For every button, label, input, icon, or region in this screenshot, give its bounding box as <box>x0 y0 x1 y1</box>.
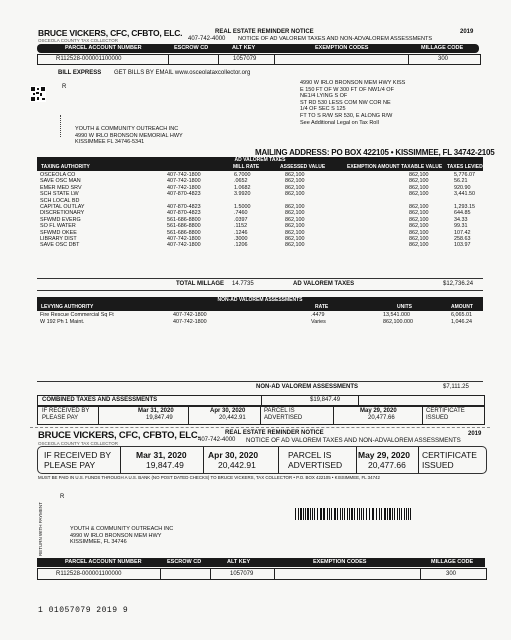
barcode-bar <box>359 508 360 520</box>
scanline: 1 01057079 2019 9 <box>38 606 129 615</box>
stub-collector-name: BRUCE VICKERS, CFC, CFBTO, ELC. <box>38 430 200 441</box>
ad-valorem-cell: 1,293.15 <box>454 204 475 210</box>
ad-valorem-cell: 862,100 <box>409 216 429 223</box>
non-ad-valorem-total: $7,111.25 <box>443 384 469 390</box>
amount-2: 20,442.91 <box>219 415 246 421</box>
must-pay-text: MUST BE PAID IN U.S. FUNDS THROUGH A U.S. BANK (NO POST DATED CHECKS) TO BRUCE VICKERS, TAX COLLECTOR • P.O. BOX 422105 • KISSIMMEE, FL 34742 <box>38 475 380 480</box>
legal-line: FT TO S R/W SR 530, E ALONG R/W <box>300 112 393 119</box>
ad-valorem-cell: 862,100 <box>285 216 305 223</box>
stub-notice-title: REAL ESTATE REMINDER NOTICE <box>225 430 324 436</box>
stub-collector-subtitle: OSCEOLA COUNTY TAX COLLECTOR <box>38 441 118 446</box>
non-ad-valorem-cell: 407-742-1800 <box>173 312 207 318</box>
ad-valorem-cell: SFWMD OKEE <box>40 229 77 236</box>
barcode-bar <box>310 508 311 520</box>
ad-valorem-cell: 862,100 <box>409 184 429 191</box>
barcode-bar <box>366 508 367 520</box>
stub-issued-label: ISSUED <box>422 460 454 470</box>
non-ad-valorem-cell: Fire Rescue Commercial Sq Ft <box>40 312 114 318</box>
legal-line: 4990 W IRLO BRONSON MEM HWY KISS <box>300 80 406 86</box>
stub-due-date-3: May 29, 2020 <box>358 450 410 460</box>
ad-valorem-cell: SCH STATE LW <box>40 191 79 198</box>
ad-valorem-total: $12,736.24 <box>443 281 474 287</box>
barcode-bar <box>327 508 328 520</box>
ad-valorem-cell: 862,100 <box>285 191 305 198</box>
ad-valorem-cell: 407-870-4823 <box>167 204 201 210</box>
col-exemption-amount: EXEMPTION AMOUNT <box>347 164 400 170</box>
ad-valorem-cell: 862,100 <box>285 184 305 191</box>
stub-alt-key-header: ALT KEY <box>227 559 251 565</box>
non-ad-valorem-title: NON-AD VALOREM ASSESSMENTS <box>37 297 483 304</box>
ad-valorem-cell: 862,100 <box>409 236 429 242</box>
due-date-2: Apr 30, 2020 <box>210 408 246 414</box>
mailing-address: MAILING ADDRESS: PO BOX 422105 • KISSIMMEE, FL 34742-2105 <box>255 148 495 157</box>
non-ad-valorem-cell: .4479 <box>311 312 325 318</box>
col-mill-rate: MILL RATE <box>233 164 260 170</box>
owner-name: YOUTH & COMMUNITY OUTREACH INC <box>75 126 179 132</box>
stub-certificate-label: CERTIFICATE <box>422 450 477 460</box>
ad-valorem-cell: .0397 <box>234 216 248 223</box>
barcode-bar <box>298 508 299 520</box>
barcode-bar <box>303 508 304 520</box>
ad-valorem-cell: SCH LOCAL BD <box>40 197 80 204</box>
non-ad-valorem-rows <box>37 312 483 328</box>
barcode-bar <box>305 508 306 520</box>
barcode-bar <box>372 508 374 520</box>
stub-account-header-bar <box>37 558 485 567</box>
barcode-bar <box>317 508 318 520</box>
barcode-bar <box>340 508 341 520</box>
alt-key-value: 1057079 <box>233 56 257 62</box>
barcode-bar <box>394 508 395 520</box>
parcel-is-label: PARCEL IS <box>264 408 295 414</box>
col-rate: RATE <box>315 304 329 310</box>
barcode-bar <box>384 508 386 520</box>
bill-email-text[interactable]: GET BILLS BY EMAIL www.osceolataxcollector.org <box>114 70 251 76</box>
combined-value: $19,847.49 <box>310 397 341 403</box>
barcode-bar <box>401 508 402 520</box>
ad-valorem-cell: 862,100 <box>285 242 305 249</box>
stub-due-date-1: Mar 31, 2020 <box>136 450 187 460</box>
barcode-bar <box>397 508 398 520</box>
stub-if-received-label: IF RECEIVED BY <box>44 450 112 460</box>
ad-valorem-cell: 6.7000 <box>234 172 251 178</box>
barcode-bar <box>323 508 325 520</box>
legal-line: 1/4 OF SEC S 125 <box>300 106 346 113</box>
stub-owner-city: KISSIMMEE, FL 34746 <box>70 539 127 546</box>
barcode-bar <box>314 508 315 520</box>
ad-valorem-cell: 862,100 <box>409 223 429 230</box>
col-taxable-value: TAXABLE VALUE <box>401 164 443 170</box>
stub-alt-key-value: 1057079 <box>230 571 254 577</box>
non-ad-valorem-cell: 407-742-1800 <box>173 318 207 325</box>
ad-valorem-cell: 561-686-8800 <box>167 216 201 223</box>
amount-3: 20,477.66 <box>368 415 395 421</box>
barcode-bar <box>399 508 400 520</box>
notice-title: REAL ESTATE REMINDER NOTICE <box>215 29 314 35</box>
ad-valorem-columns <box>37 164 483 171</box>
ad-valorem-cell: 862,100 <box>285 236 305 242</box>
ad-valorem-cell: .1152 <box>234 223 248 230</box>
non-ad-valorem-cell: 6,065.01 <box>451 312 472 318</box>
certificate-label: CERTIFICATE <box>426 408 465 414</box>
exemption-codes-header: EXEMPTION CODES <box>315 45 369 51</box>
ad-valorem-cell: 107.42 <box>454 229 471 236</box>
ad-valorem-cell: 920.90 <box>454 184 471 191</box>
amount-1: 19,847.49 <box>146 415 173 421</box>
total-millage-value: 14.7735 <box>232 281 254 287</box>
owner-block <box>75 126 183 146</box>
total-millage-label: TOTAL MILLAGE <box>176 281 224 287</box>
col-levying-authority: LEVYING AUTHORITY <box>41 304 94 310</box>
stub-parcel-account-header: PARCEL ACCOUNT NUMBER <box>65 559 142 565</box>
account-values-row <box>37 54 481 65</box>
legal-line: See Additional Legal on Tax Roll <box>300 119 379 126</box>
issued-label: ISSUED <box>426 415 449 421</box>
non-ad-valorem-row <box>37 312 483 319</box>
parcel-account-number: R112528-000001100000 <box>56 56 122 62</box>
ad-valorem-cell: 3,441.50 <box>454 191 475 198</box>
bill-express-label: BILL EXPRESS <box>58 70 102 76</box>
ad-valorem-cell: 407-742-1800 <box>167 242 201 249</box>
millage-code-header: MILLAGE CODE <box>421 45 464 51</box>
ad-valorem-cell: 258.63 <box>454 236 471 242</box>
barcode-bar <box>342 508 343 520</box>
ad-valorem-cell: .1246 <box>234 229 248 236</box>
ad-valorem-title: AD VALOREM TAXES <box>37 157 483 164</box>
col-taxing-authority: TAXING AUTHORITY <box>41 164 90 170</box>
ad-valorem-cell: 862,100 <box>409 229 429 236</box>
non-ad-valorem-cell: 862,100.000 <box>383 318 413 325</box>
legal-line: ST RD 530 LESS COM NW COR NE <box>300 99 391 106</box>
account-header-bar <box>37 44 479 53</box>
please-pay-label: PLEASE PAY <box>42 415 79 421</box>
barcode-bar <box>329 508 330 520</box>
barcode-bar <box>357 508 358 520</box>
advertised-label: ADVERTISED <box>264 415 303 421</box>
ad-valorem-cell: SFWMD EVERG <box>40 216 81 223</box>
barcode-bar <box>334 508 336 520</box>
ad-valorem-cell: 862,100 <box>285 172 305 178</box>
parcel-account-header: PARCEL ACCOUNT NUMBER <box>65 45 142 51</box>
ad-valorem-cell: SAVE OSC MAN <box>40 178 81 185</box>
ad-valorem-cell: 5,776.07 <box>454 172 475 178</box>
ad-valorem-cell: 561-686-8800 <box>167 229 201 236</box>
ad-valorem-cell: 407-870-4823 <box>167 210 201 217</box>
barcode-bar <box>369 508 370 520</box>
edge-marks <box>60 115 63 137</box>
ad-valorem-cell: 644.85 <box>454 210 471 217</box>
ad-valorem-cell: 862,100 <box>285 204 305 210</box>
barcode-bar <box>307 508 309 520</box>
payment-schedule-top <box>37 406 485 425</box>
col-units: UNITS <box>397 304 412 310</box>
ad-valorem-cell: 407-742-1800 <box>167 184 201 191</box>
ad-valorem-row <box>37 242 483 248</box>
barcode-bar <box>344 508 345 520</box>
ad-valorem-cell: OSCEOLA CO <box>40 172 76 178</box>
barcode-bar <box>389 508 391 520</box>
ad-valorem-cell: 1.5000 <box>234 204 251 210</box>
ad-valorem-cell: LIBRARY DIST <box>40 236 77 242</box>
stub-parcel-is-label: PARCEL IS <box>288 450 332 460</box>
stub-account-values-row <box>37 568 487 580</box>
barcode-bar <box>387 508 388 520</box>
ad-valorem-cell: 407-742-1800 <box>167 178 201 185</box>
alt-key-header: ALT KEY <box>232 45 256 51</box>
col-assessed-value: ASSESSED VALUE <box>280 164 326 170</box>
ad-valorem-cell: 862,100 <box>285 229 305 236</box>
ad-valorem-cell: DISCRETIONARY <box>40 210 85 217</box>
stub-subtitle: NOTICE OF AD VALOREM TAXES AND NON-ADVALOREM ASSESSMENTS <box>246 437 461 444</box>
stub-owner-address: 4990 W IRLO BRONSON MEM HWY <box>70 532 162 539</box>
barcode-bar <box>349 508 350 520</box>
ad-valorem-cell: 56.21 <box>454 178 468 185</box>
tear-line <box>30 427 490 428</box>
non-ad-valorem-cell: 1,046.24 <box>451 318 472 325</box>
non-ad-valorem-cell: Varies <box>311 318 326 325</box>
barcode-bar <box>312 508 313 520</box>
ad-valorem-cell: .3000 <box>234 236 248 242</box>
col-taxes-levied: TAXES LEVIED <box>447 164 483 170</box>
return-with-payment-text: RETURN WITH PAYMENT <box>38 502 43 556</box>
ad-valorem-cell: SAVE OSC DBT <box>40 242 80 249</box>
barcode-bar <box>410 508 411 520</box>
ad-valorem-cell: 561-686-8800 <box>167 223 201 230</box>
millage-code-value: 300 <box>438 56 449 62</box>
owner-city: KISSIMMEE FL 34746-5341 <box>75 139 145 146</box>
barcode-bar <box>337 508 338 520</box>
barcode-bar <box>347 508 348 520</box>
ad-valorem-cell: .1206 <box>234 242 248 249</box>
qr-code-icon <box>30 86 46 102</box>
col-amount: AMOUNT <box>451 304 473 310</box>
ad-valorem-cell: .7460 <box>234 210 248 217</box>
barcode-bar <box>379 508 380 520</box>
barcode-bar <box>361 508 362 520</box>
combined-label: COMBINED TAXES AND ASSESSMENTS <box>42 397 158 403</box>
stub-due-date-2: Apr 30, 2020 <box>208 450 259 460</box>
collector-subtitle: OSCEOLA COUNTY TAX COLLECTOR <box>38 38 118 43</box>
barcode-bar <box>331 508 332 520</box>
ad-valorem-cell: 1.0682 <box>234 184 251 191</box>
due-date-3: May 29, 2020 <box>360 408 397 414</box>
barcode-bar <box>300 508 302 520</box>
ad-valorem-cell: 862,100 <box>409 242 429 249</box>
ad-valorem-cell: CAPITAL OUTLAY <box>40 204 85 210</box>
stub-owner-name: YOUTH & COMMUNITY OUTREACH INC <box>70 526 174 532</box>
stub-amount-1: 19,847.49 <box>146 460 184 470</box>
stub-amount-3: 20,477.66 <box>368 460 406 470</box>
stub-exemption-codes-header: EXEMPTION CODES <box>313 559 367 565</box>
ad-valorem-cell: 862,100 <box>285 223 305 230</box>
ad-valorem-cell: 862,100 <box>409 204 429 210</box>
non-ad-valorem-columns <box>37 304 483 311</box>
ad-valorem-cell: SO FL WATER <box>40 223 76 230</box>
ad-valorem-cell: .0652 <box>234 178 248 185</box>
barcode-bar <box>376 508 377 520</box>
barcode-bar <box>354 508 355 520</box>
stub-advertised-label: ADVERTISED <box>288 460 343 470</box>
stub-millage-code-value: 300 <box>446 571 457 577</box>
ad-valorem-cell: 862,100 <box>409 191 429 198</box>
non-ad-valorem-total-label: NON-AD VALOREM ASSESSMENTS <box>256 384 359 390</box>
legal-description <box>300 80 405 126</box>
ad-valorem-cell: 862,100 <box>409 172 429 178</box>
barcode <box>295 508 413 520</box>
stub-please-pay-label: PLEASE PAY <box>44 460 96 470</box>
stub-escrow-header: ESCROW CD <box>167 559 202 565</box>
ad-valorem-cell: EMER MED SRV <box>40 184 82 191</box>
stub-parcel-account-number: R112528-000001100000 <box>56 571 122 577</box>
non-ad-valorem-cell: W 192 Ph 1 Maint. <box>40 318 85 325</box>
collector-name: BRUCE VICKERS, CFC, CFBTO, ELC. <box>38 28 183 38</box>
ad-valorem-cell: 407-742-1800 <box>167 172 201 178</box>
barcode-bar <box>408 508 409 520</box>
ad-valorem-cell: 862,100 <box>285 178 305 185</box>
stub-year: 2019 <box>468 431 482 437</box>
ad-valorem-cell: 407-870-4823 <box>167 191 201 198</box>
ad-valorem-cell: 99.31 <box>454 223 468 230</box>
notice-subtitle: NOTICE OF AD VALOREM TAXES AND NON-ADVALOREM ASSESSMENTS <box>238 36 433 42</box>
stub-r-label: R <box>60 494 65 500</box>
if-received-label: IF RECEIVED BY <box>42 408 90 414</box>
ad-valorem-total-label: AD VALOREM TAXES <box>293 281 355 287</box>
barcode-bar <box>392 508 393 520</box>
barcode-bar <box>351 508 353 520</box>
ad-valorem-cell: 862,100 <box>409 178 429 185</box>
ad-valorem-cell: 3.9920 <box>234 191 251 198</box>
legal-line: E 150 FT OF W 300 FT OF NW1/4 OF <box>300 86 394 93</box>
stub-owner-block <box>70 526 173 546</box>
ad-valorem-cell: 862,100 <box>285 210 305 217</box>
return-with-payment <box>38 500 46 560</box>
stub-millage-code-header: MILLAGE CODE <box>431 559 474 565</box>
escrow-header: ESCROW CD <box>174 45 209 51</box>
ad-valorem-rows <box>37 172 483 252</box>
barcode-bar <box>363 508 364 520</box>
non-ad-valorem-cell: 13,541.000 <box>383 312 410 318</box>
legal-line: NE1/4 LYING S OF <box>300 93 348 100</box>
ad-valorem-cell: 407-742-1800 <box>167 236 201 242</box>
collector-phone: 407-742-4000 <box>188 36 226 42</box>
r-label: R <box>62 84 67 90</box>
barcode-bar <box>404 508 405 520</box>
due-date-1: Mar 31, 2020 <box>138 408 174 414</box>
barcode-bar <box>381 508 382 520</box>
stub-amount-2: 20,442.91 <box>218 460 256 470</box>
stub-phone: 407-742-4000 <box>198 437 236 443</box>
barcode-bar <box>320 508 322 520</box>
ad-valorem-cell: 34.33 <box>454 216 468 223</box>
stub-payment-schedule <box>37 446 487 474</box>
owner-address: 4990 W IRLO BRONSON MEMORIAL HWY <box>75 132 183 139</box>
barcode-bar <box>295 508 296 520</box>
ad-valorem-cell: 103.97 <box>454 242 471 249</box>
combined-row <box>37 395 485 406</box>
notice-year: 2019 <box>460 29 474 35</box>
non-ad-valorem-row <box>37 319 483 326</box>
barcode-bar <box>406 508 407 520</box>
ad-valorem-cell: 862,100 <box>409 210 429 217</box>
